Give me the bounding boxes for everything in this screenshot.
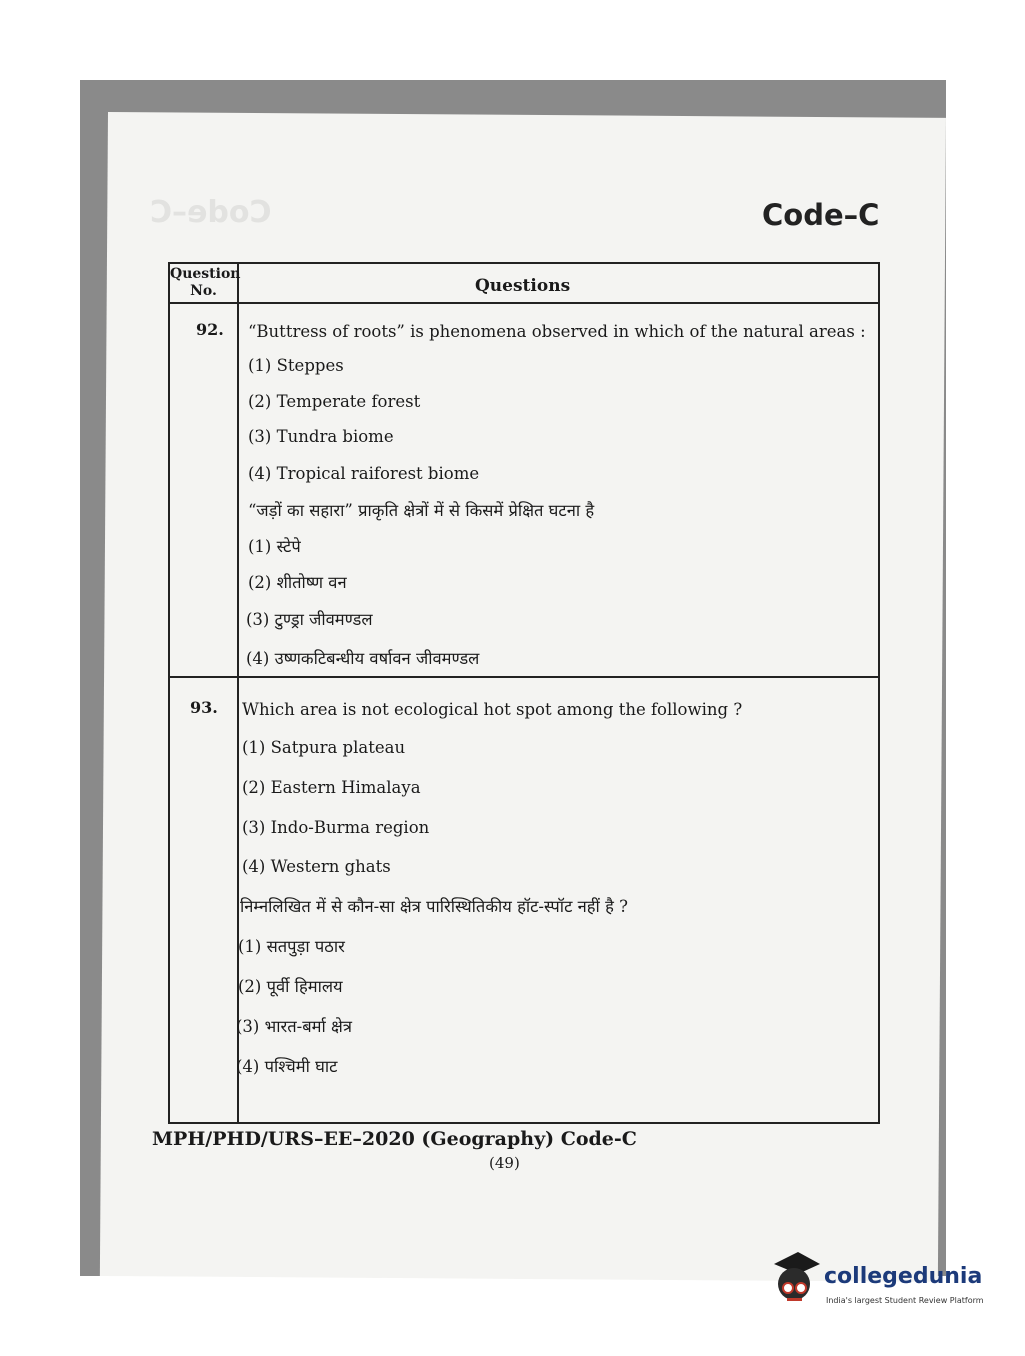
question-text-hi: निम्नलिखित में से कौन-सा क्षेत्र पारिस्थितिकीय हॉट-स्पॉट नहीं है ? (240, 897, 628, 916)
option-hi: (2) शीतोष्ण वन (248, 573, 347, 592)
option-hi: (4) उष्णकटिबन्धीय वर्षावन जीवमण्डल (246, 649, 480, 668)
paper-code: Code–C (762, 198, 880, 232)
option-en: (3) Indo-Burma region (242, 818, 430, 837)
question-text-en: Which area is not ecological hot spot among the following ? (242, 700, 743, 719)
bleed-through-text: Code–C (150, 195, 272, 230)
option-hi: (1) सतपुड़ा पठार (238, 937, 345, 956)
question-text-en: “Buttress of roots” is phenomena observed in which of the natural areas : (248, 322, 866, 341)
question-no-header: Question No. (170, 266, 241, 299)
question-text-hi: “जड़ों का सहारा” प्राकृति क्षेत्रों में से किसमें प्रेक्षित घटना है (248, 501, 595, 520)
page-number: (49) (489, 1154, 520, 1172)
option-hi: (3) भारत-बर्मा क्षेत्र (236, 1017, 352, 1036)
collegedunia-watermark (768, 1248, 998, 1318)
option-hi: (1) स्टेपे (248, 537, 301, 556)
option-en: (3) Tundra biome (248, 427, 394, 446)
option-en: (1) Steppes (248, 356, 344, 375)
option-en: (4) Western ghats (242, 857, 391, 876)
brand-tagline: India's largest Student Review Platform (826, 1296, 984, 1305)
option-hi: (3) टुण्ड्रा जीवमण्डल (246, 610, 373, 629)
option-hi: (2) पूर्वी हिमालय (238, 977, 343, 996)
graduate-mascot-icon (768, 1248, 822, 1312)
option-en: (4) Tropical raiforest biome (248, 464, 480, 483)
option-hi: (4) पश्चिमी घाट (236, 1057, 338, 1076)
brand-name: collegedunia (824, 1264, 983, 1289)
option-en: (2) Temperate forest (248, 392, 421, 411)
question-number: 92. (196, 320, 224, 339)
header-divider (170, 302, 878, 304)
question-number: 93. (190, 698, 218, 717)
option-en: (2) Eastern Himalaya (242, 778, 421, 797)
footer-code: MPH/PHD/URS–EE–2020 (Geography) Code-C (152, 1128, 637, 1150)
row-divider (170, 676, 878, 678)
question-table (168, 262, 880, 1124)
questions-header: Questions (475, 276, 571, 296)
option-en: (1) Satpura plateau (242, 738, 406, 757)
